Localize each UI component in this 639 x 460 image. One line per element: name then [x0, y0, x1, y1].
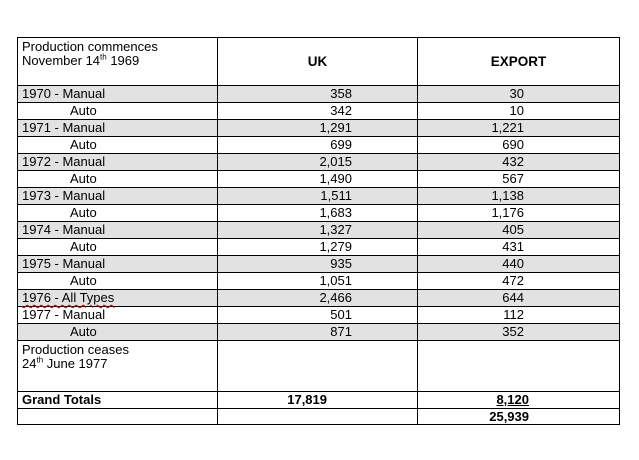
- uk-value: 358: [218, 86, 418, 103]
- cease-line1: Production ceases: [22, 342, 129, 357]
- commence-sup: th: [100, 52, 107, 62]
- empty-cell: [218, 341, 418, 392]
- table-row: [18, 137, 620, 154]
- row-label: 1971 - Manual: [18, 120, 218, 137]
- table-header-row: [18, 38, 620, 86]
- uk-value: 1,291: [218, 120, 418, 137]
- production-table: [17, 37, 620, 425]
- export-value: 567: [418, 171, 620, 188]
- combined-total-row: [18, 409, 620, 425]
- uk-value: 501: [218, 307, 418, 324]
- row-label: 1972 - Manual: [18, 154, 218, 171]
- row-label: Auto: [18, 103, 218, 120]
- table-row: [18, 307, 620, 324]
- uk-value: 1,051: [218, 273, 418, 290]
- commence-year: 1969: [106, 53, 140, 68]
- row-label: 1974 - Manual: [18, 222, 218, 239]
- table-row: [18, 103, 620, 120]
- export-value: 405: [418, 222, 620, 239]
- table-row: [18, 86, 620, 103]
- table-row: [18, 205, 620, 222]
- production-commences-cell: [18, 38, 218, 86]
- grand-totals-row: [18, 392, 620, 409]
- row-label-text: 1976 - All Types: [22, 290, 115, 305]
- empty-cell: [18, 409, 218, 425]
- empty-cell: [218, 409, 418, 425]
- export-value: 112: [418, 307, 620, 324]
- uk-value: 935: [218, 256, 418, 273]
- commence-month: November 14: [22, 53, 101, 68]
- grand-totals-label: Grand Totals: [18, 392, 218, 409]
- table-row: [18, 290, 620, 307]
- export-value: 431: [418, 239, 620, 256]
- row-label: [18, 290, 218, 307]
- column-header-uk: UK: [218, 38, 418, 86]
- uk-value: 1,279: [218, 239, 418, 256]
- uk-value: 342: [218, 103, 418, 120]
- cease-day: 24: [22, 356, 37, 371]
- uk-value: 2,015: [218, 154, 418, 171]
- grand-total-export: 8,120: [418, 392, 620, 409]
- export-value: 30: [418, 86, 620, 103]
- uk-value: 1,511: [218, 188, 418, 205]
- uk-value: 1,683: [218, 205, 418, 222]
- row-label: Auto: [18, 171, 218, 188]
- column-header-export: EXPORT: [418, 38, 620, 86]
- table-row: [18, 120, 620, 137]
- production-ceases-cell: [18, 341, 218, 392]
- export-value: 690: [418, 137, 620, 154]
- cease-rest: June 1977: [43, 356, 108, 371]
- uk-value: 699: [218, 137, 418, 154]
- table-row: [18, 188, 620, 205]
- row-label: 1977 - Manual: [18, 307, 218, 324]
- row-label: 1975 - Manual: [18, 256, 218, 273]
- table-row: [18, 222, 620, 239]
- export-value: 10: [418, 103, 620, 120]
- export-value: 352: [418, 324, 620, 341]
- export-value: 1,138: [418, 188, 620, 205]
- table-row: [18, 154, 620, 171]
- uk-value: 1,490: [218, 171, 418, 188]
- uk-value: 2,466: [218, 290, 418, 307]
- table-row: [18, 324, 620, 341]
- row-label: Auto: [18, 324, 218, 341]
- export-value: 644: [418, 290, 620, 307]
- combined-total: 25,939: [418, 409, 620, 425]
- uk-value: 1,327: [218, 222, 418, 239]
- commence-line1: Production commences: [22, 39, 158, 54]
- export-value: 472: [418, 273, 620, 290]
- export-value: 1,221: [418, 120, 620, 137]
- row-label: 1973 - Manual: [18, 188, 218, 205]
- production-ceases-row: [18, 341, 620, 392]
- export-value: 1,176: [418, 205, 620, 222]
- table-row: [18, 239, 620, 256]
- export-value: 440: [418, 256, 620, 273]
- export-value: 432: [418, 154, 620, 171]
- empty-cell: [418, 341, 620, 392]
- cease-day-sup: th: [36, 355, 44, 365]
- grand-total-uk: 17,819: [218, 392, 418, 409]
- row-label: Auto: [18, 273, 218, 290]
- table-row: [18, 256, 620, 273]
- row-label: Auto: [18, 205, 218, 222]
- table-row: [18, 171, 620, 188]
- row-label: Auto: [18, 137, 218, 154]
- uk-value: 871: [218, 324, 418, 341]
- row-label: Auto: [18, 239, 218, 256]
- table-row: [18, 273, 620, 290]
- row-label: 1970 - Manual: [18, 86, 218, 103]
